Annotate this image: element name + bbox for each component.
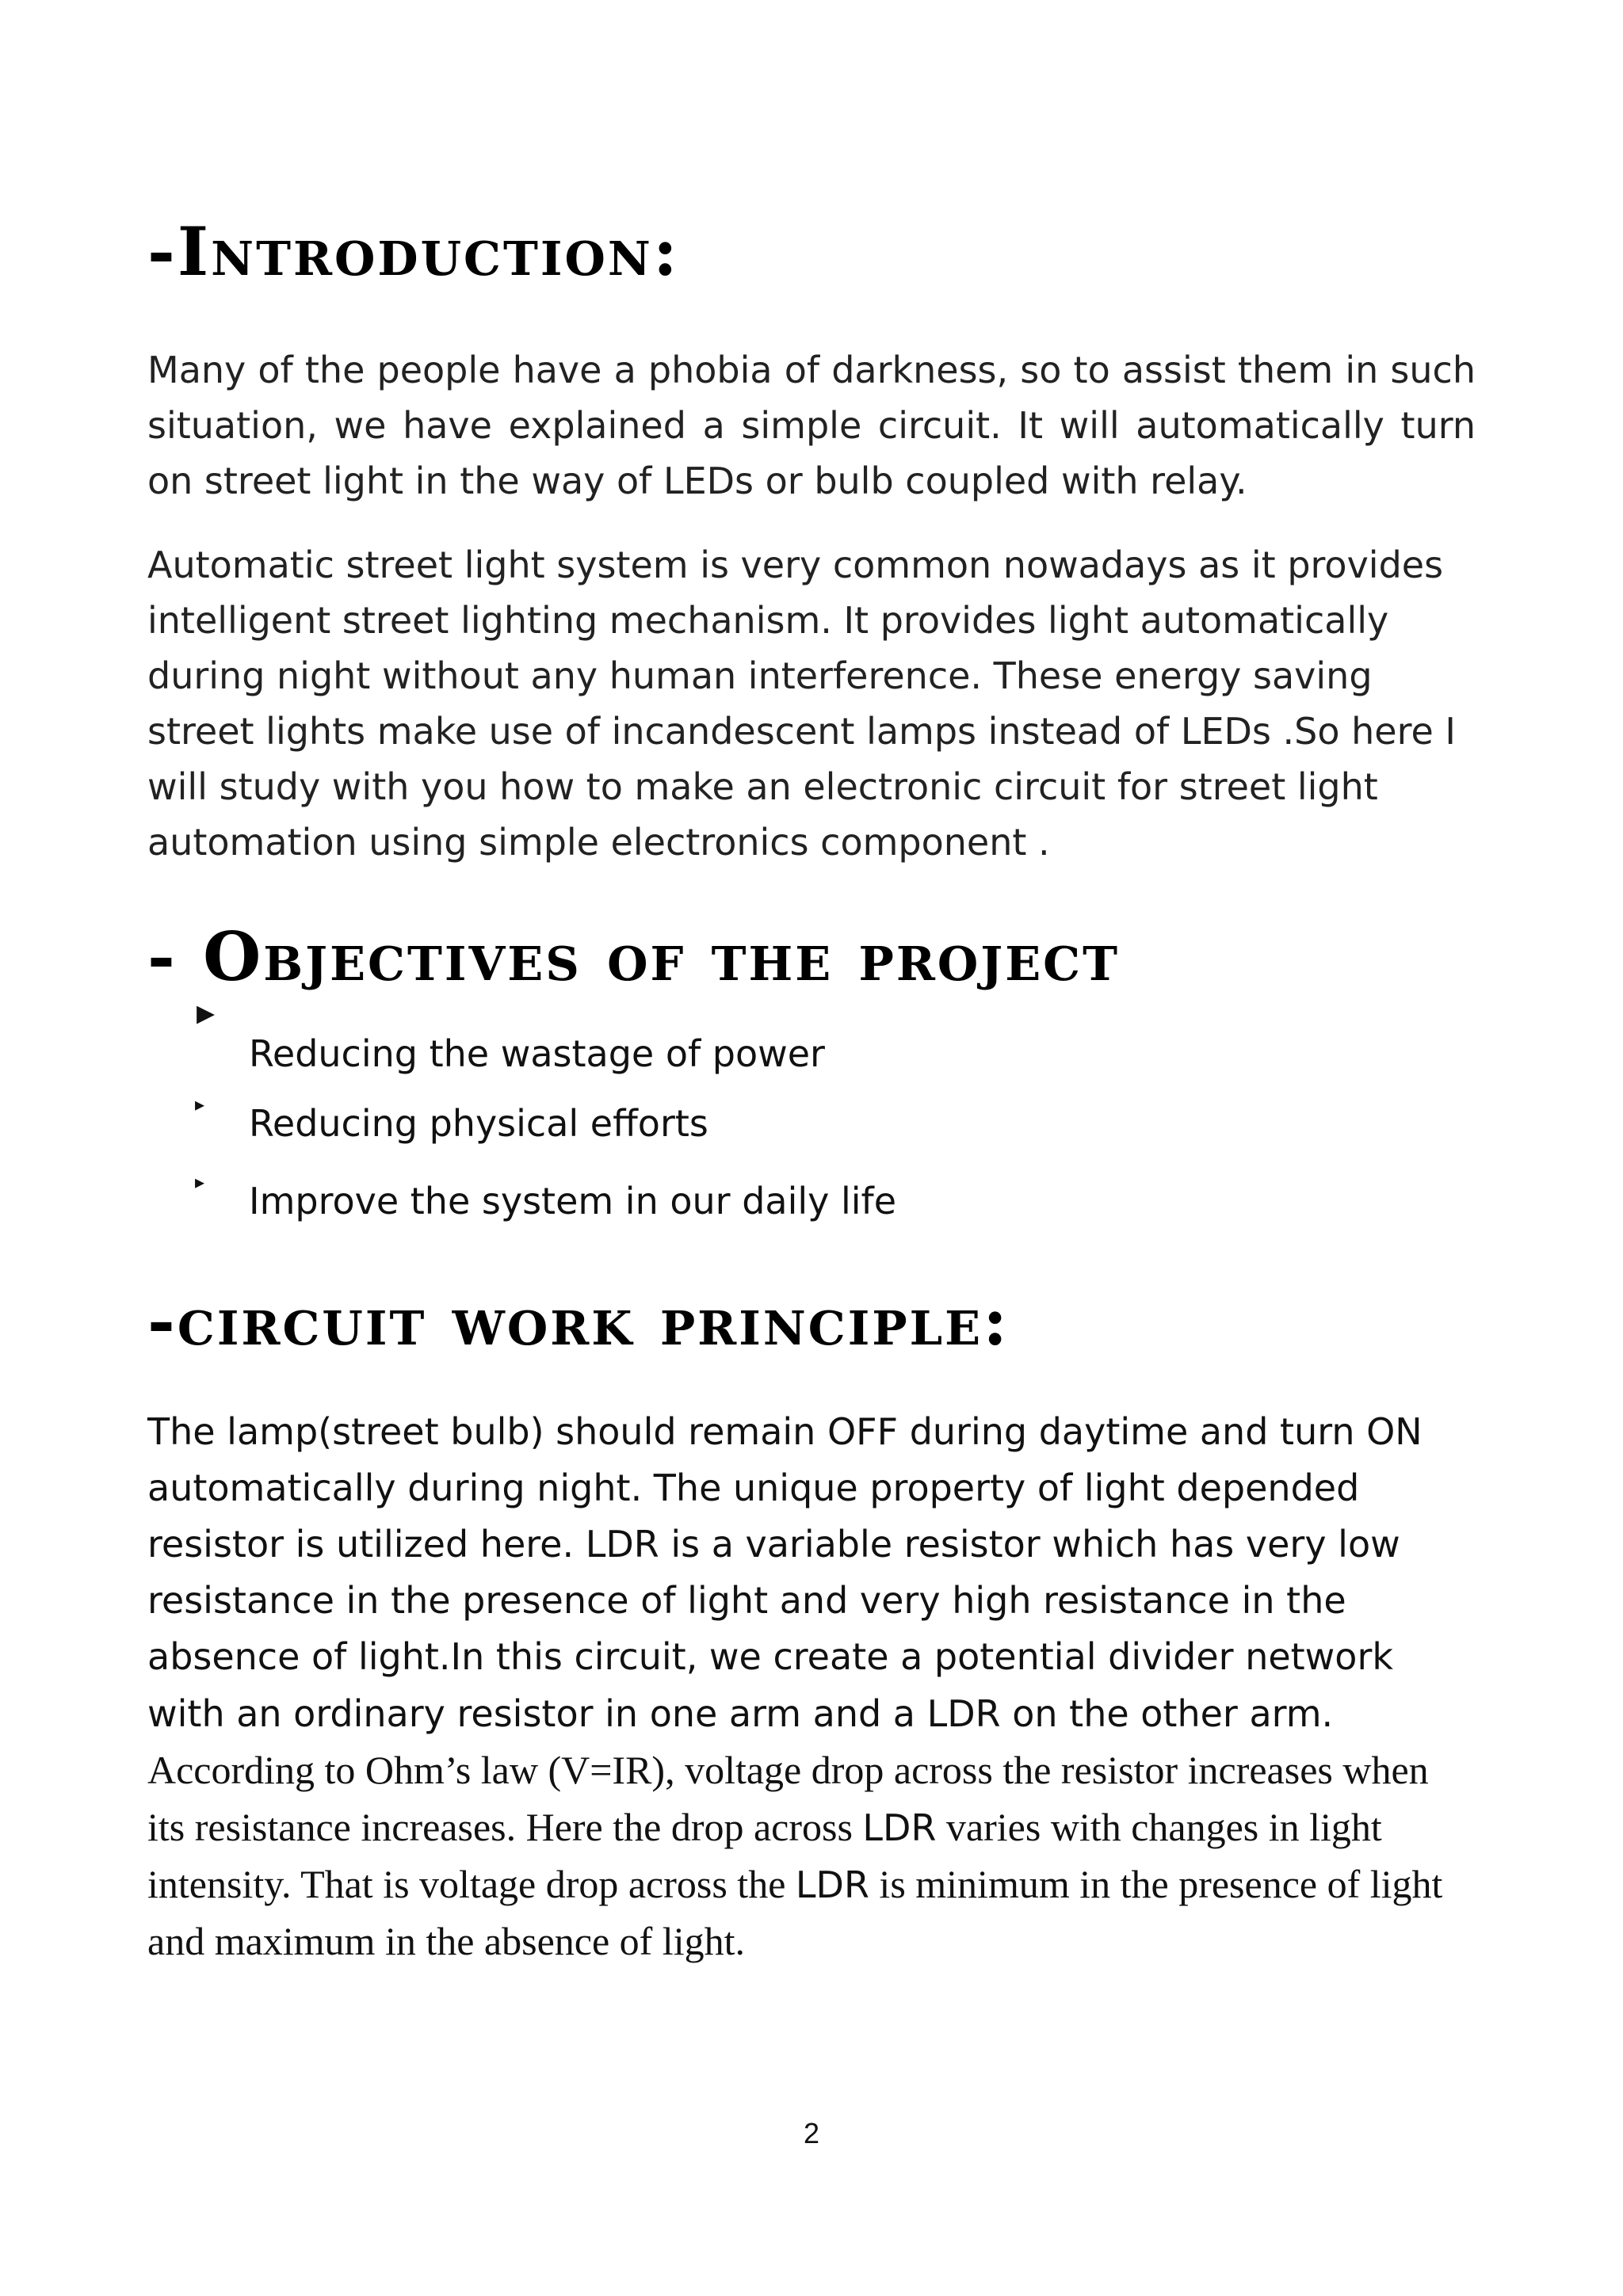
objective-label: Reducing the wastage of power: [249, 1032, 825, 1075]
triangle-bullet-icon: ▸: [195, 1093, 205, 1116]
circuit-text-serif-1: According to Ohm’s law (V=IR), voltage drop across the resistor increases when its resistance increases. Here the drop across: [147, 1748, 1429, 1849]
circuit-principle-paragraph: [147, 1404, 1476, 1970]
circuit-text-serif-3: is minimum in the presence of light and maximum in the absence of light.: [147, 1862, 1443, 1963]
objective-label: Reducing physical efforts: [249, 1102, 708, 1145]
ldr-term: LDR: [795, 1863, 869, 1906]
objective-label: Improve the system in our daily life: [249, 1180, 897, 1222]
objectives-heading: - Objectives of the project: [147, 917, 1121, 996]
circuit-principle-heading: -circuit work principle:: [147, 1282, 1010, 1360]
introduction-paragraph-1: Many of the people have a phobia of darkness, so to assist them in such situation, we have explained a simple circuit. It will automatically turn on street light in the way of LEDs or bulb coupled with relay.: [147, 349, 1476, 502]
page-number: 2: [803, 2117, 820, 2149]
ldr-term: LDR: [862, 1806, 937, 1849]
triangle-bullet-icon: ▸: [197, 990, 216, 1033]
introduction-paragraph-2: Automatic street light system is very common nowadays as it provides intelligent street lighting mechanism. It provides light automatically during night without any human interference. These energy saving street lights make use of incandescent lamps instead of LEDs .So here I will study with you how to make an electronic circuit for street light automation using simple electronics component .: [147, 543, 1456, 864]
circuit-text-serif-2: varies with changes in light intensity. That is voltage drop across the: [147, 1805, 1382, 1906]
introduction-heading: -Introduction:: [147, 212, 680, 291]
triangle-bullet-icon: ▸: [195, 1171, 205, 1193]
circuit-text-sans: The lamp(street bulb) should remain OFF during daytime and turn ON automatically during night. The unique property of light depended resistor is utilized here. LDR is a variable resistor which has very low resistance in the presence of light and very high resistance in the absence of light.In this circuit, we create a potential divider network with an ordinary resistor in one arm and a LDR on the other arm.: [147, 1410, 1423, 1735]
